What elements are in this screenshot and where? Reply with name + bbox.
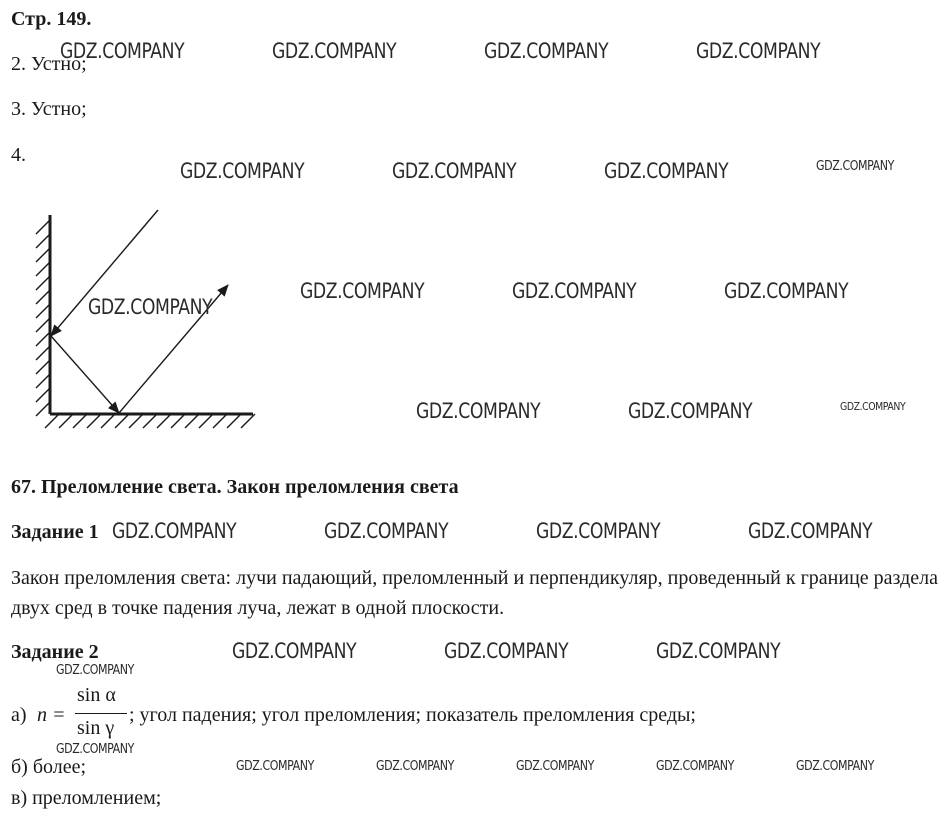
formula-lhs-text: n = [37, 704, 66, 726]
answer-3: 3. Устно; [11, 98, 87, 120]
answer-4: 4. [11, 144, 26, 166]
formula-denominator: sin γ [77, 717, 115, 739]
watermark: GDZ.COMPANY [748, 519, 873, 543]
task2-a-text: ; угол падения; угол преломления; показатель преломления среды; [129, 704, 696, 726]
task2-a-prefix: а) [11, 704, 27, 726]
formula-numerator: sin α [77, 684, 116, 706]
task1-title: Задание 1 [11, 521, 99, 543]
formula-fraction [75, 684, 127, 744]
fraction-bar [75, 713, 127, 714]
answer-2: 2. Устно; [11, 53, 87, 75]
watermark: GDZ.COMPANY [696, 39, 821, 63]
task1-text: Закон преломления света: лучи падающий, преломленный и перпендикуляр, проведенный к границе раздела двух сред в точке падения луча, лежат в одной плоскости. [11, 567, 938, 619]
watermark: GDZ.COMPANY [88, 295, 213, 319]
watermark: GDZ.COMPANY [232, 639, 357, 663]
watermark: GDZ.COMPANY [272, 39, 397, 63]
watermark: GDZ.COMPANY [376, 759, 454, 774]
watermark: GDZ.COMPANY [628, 399, 753, 423]
watermark: GDZ.COMPANY [300, 279, 425, 303]
formula-lhs [37, 703, 66, 727]
watermark: GDZ.COMPANY [796, 759, 874, 774]
watermark: GDZ.COMPANY [516, 759, 594, 774]
watermark: GDZ.COMPANY [604, 159, 729, 183]
watermark: GDZ.COMPANY [180, 159, 305, 183]
watermark: GDZ.COMPANY [840, 400, 906, 413]
section-title: 67. Преломление света. Закон преломления света [11, 476, 459, 498]
watermark: GDZ.COMPANY [56, 663, 134, 678]
task2-c-text: в) преломлением; [11, 787, 162, 809]
watermark: GDZ.COMPANY [60, 39, 185, 63]
watermark: GDZ.COMPANY [56, 742, 134, 757]
mirror-reflection-diagram [25, 200, 265, 440]
watermark: GDZ.COMPANY [656, 639, 781, 663]
task2-title: Задание 2 [11, 641, 99, 663]
watermark: GDZ.COMPANY [724, 279, 849, 303]
watermark: GDZ.COMPANY [236, 759, 314, 774]
page-heading: Стр. 149. [11, 8, 92, 30]
task2-b-text: б) более; [11, 756, 87, 778]
watermark: GDZ.COMPANY [656, 759, 734, 774]
watermark: GDZ.COMPANY [112, 519, 237, 543]
watermark: GDZ.COMPANY [536, 519, 661, 543]
watermark: GDZ.COMPANY [512, 279, 637, 303]
watermark: GDZ.COMPANY [816, 159, 894, 174]
watermark: GDZ.COMPANY [392, 159, 517, 183]
watermark: GDZ.COMPANY [444, 639, 569, 663]
watermark: GDZ.COMPANY [416, 399, 541, 423]
watermark: GDZ.COMPANY [324, 519, 449, 543]
watermark: GDZ.COMPANY [484, 39, 609, 63]
